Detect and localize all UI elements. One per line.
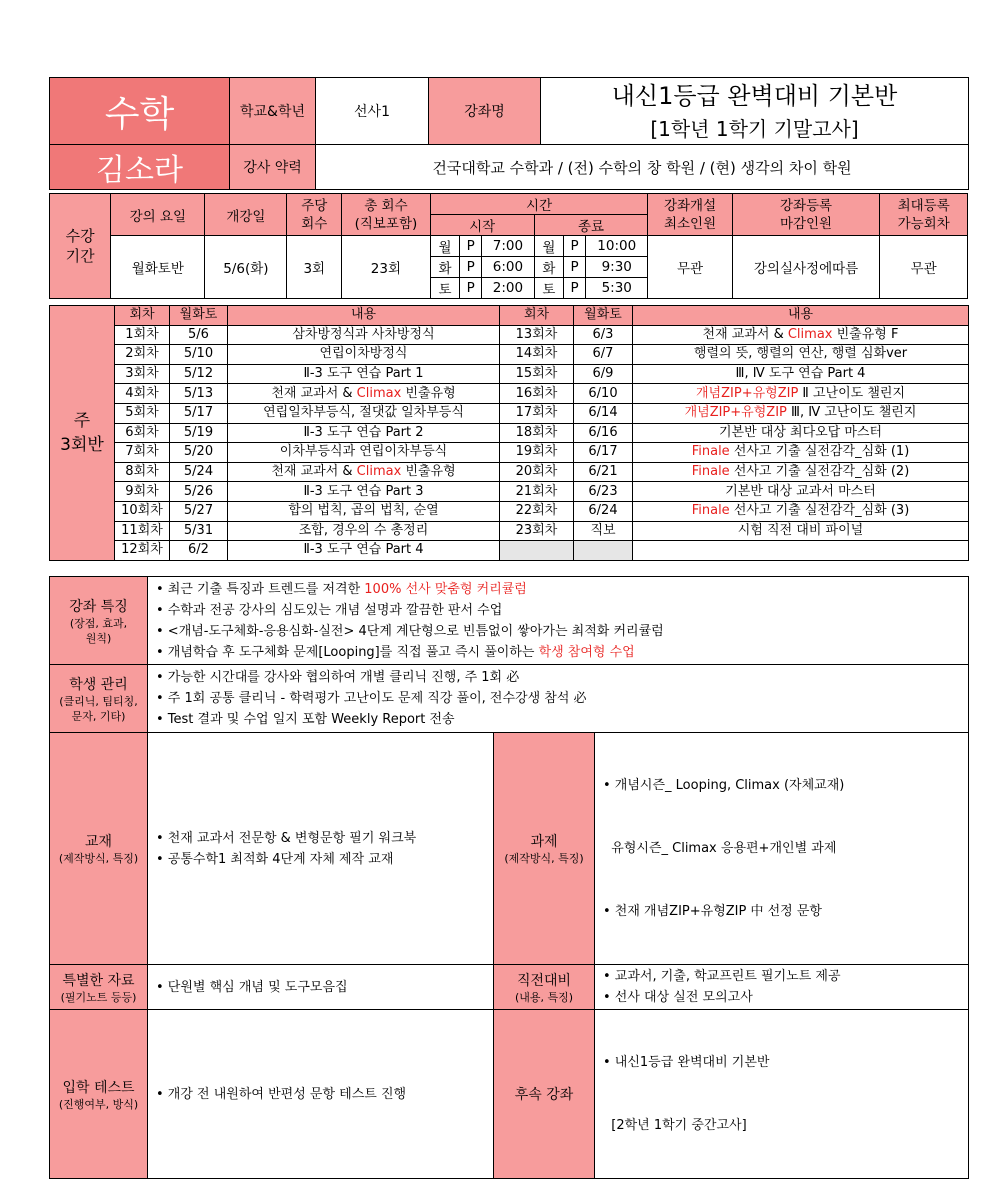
schedule-row xyxy=(50,423,969,443)
next-item: • 내신1등급 완벽대비 기본반 xyxy=(603,1055,770,1070)
feature-label: 강좌 특징 xyxy=(69,598,128,615)
test-label: 입학 테스트 xyxy=(62,1079,135,1096)
course-label: 강좌명 xyxy=(429,78,541,145)
schedule-content: 천재 교과서 & Climax 빈출유형 xyxy=(228,384,500,404)
session-no: 6회차 xyxy=(115,423,170,443)
session-no: 16회차 xyxy=(500,384,574,404)
session-date: 6/24 xyxy=(574,501,633,521)
hw-label: 과제 xyxy=(530,834,558,850)
session-date: 5/12 xyxy=(170,364,228,384)
feature-list xyxy=(148,577,969,665)
feature-item: • <개념-도구체화-응용심화-실전> 4단계 계단형으로 빈틈없이 쌓아가는 최적화 커리큘럼 xyxy=(156,623,664,639)
h-end: 종료 xyxy=(534,215,648,236)
feature-item: • 최근 기출 특징과 트렌드를 저격한 100% 선사 맞춤형 커리큘럼 xyxy=(156,581,527,597)
mgmt-item: • 가능한 시간대를 강사와 협의하여 개별 클리닉 진행, 주 1회 必 xyxy=(156,670,520,685)
session-date: 직보 xyxy=(574,521,633,541)
session-no: 18회차 xyxy=(500,423,574,443)
schedule-row xyxy=(50,443,969,463)
time-end-day: 월 xyxy=(534,236,564,257)
schedule-content: 연립일차부등식, 절댓값 일차부등식 xyxy=(228,403,500,423)
mgmt-item: • 주 1회 공통 클리닉 - 학력평가 고난이도 문제 직강 풀이, 전수강생 참석 必 xyxy=(156,691,587,706)
profile-value: 건국대학교 수학과 / (전) 수학의 창 학원 / (현) 생각의 차이 학원 xyxy=(316,145,969,190)
session-no: 21회차 xyxy=(500,482,574,502)
session-date: 6/14 xyxy=(574,403,633,423)
mgmt-label-cell: 학생 관리 (클리닉, 팀티칭, 문자, 기타) xyxy=(50,665,148,733)
h-content: 내용 xyxy=(633,306,969,326)
weekly-value: 3회 xyxy=(287,236,342,299)
mgmt-label: 학생 관리 xyxy=(69,676,128,693)
schedule-content: 개념ZIP+유형ZIP Ⅱ 고난이도 챌린지 xyxy=(633,384,969,404)
session-no: 22회차 xyxy=(500,501,574,521)
time-start-day: 토 xyxy=(430,278,460,299)
next-label: 후속 강좌 xyxy=(514,1087,574,1103)
time-end: 5:30 xyxy=(586,278,648,299)
min-value: 무관 xyxy=(648,236,732,299)
schedule-row xyxy=(50,403,969,423)
session-no: 12회차 xyxy=(115,541,170,561)
session-no: 13회차 xyxy=(500,325,574,345)
session-date: 6/9 xyxy=(574,364,633,384)
hw-label-cell: 과제 (제작방식, 특징) xyxy=(494,733,595,965)
schedule-content: 이차부등식과 연립이차부등식 xyxy=(228,443,500,463)
schedule-content: 연립이차방정식 xyxy=(228,345,500,365)
schedule-content: 기본반 대상 교과서 마스터 xyxy=(633,482,969,502)
schedule-row xyxy=(50,325,969,345)
schedule-content: Finale 선사고 기출 실전감각_심화 (3) xyxy=(633,501,969,521)
session-no: 15회차 xyxy=(500,364,574,384)
prep-label: 직전대비 xyxy=(516,972,572,989)
info-table xyxy=(49,576,969,1179)
schedule-content: 천재 교과서 & Climax 빈출유형 xyxy=(228,462,500,482)
schedule-row xyxy=(50,384,969,404)
session-date: 6/7 xyxy=(574,345,633,365)
special-label-cell: 특별한 자료 (필기노트 등등) xyxy=(50,965,148,1010)
schedule-content: 합의 법칙, 곱의 법칙, 순열 xyxy=(228,501,500,521)
schedule-content: Ⅱ-3 도구 연습 Part 1 xyxy=(228,364,500,384)
time-end-ampm: P xyxy=(564,236,586,257)
session-date: 6/21 xyxy=(574,462,633,482)
schedule-side-label: 주 3회반 xyxy=(50,306,115,561)
schedule-row xyxy=(50,482,969,502)
special-list xyxy=(148,965,494,1010)
time-end: 9:30 xyxy=(586,257,648,278)
schedule-content: 천재 교과서 & Climax 빈출유형 F xyxy=(633,325,969,345)
session-no: 11회차 xyxy=(115,521,170,541)
prep-label-cell: 직전대비 (내용, 특징) xyxy=(494,965,595,1010)
period-label-line2: 기간 xyxy=(65,247,95,265)
h-days: 강의 요일 xyxy=(111,194,205,236)
h-day: 월화토 xyxy=(574,306,633,326)
session-no: 4회차 xyxy=(115,384,170,404)
session-date: 6/23 xyxy=(574,482,633,502)
schedule-content: 개념ZIP+유형ZIP Ⅲ, Ⅳ 고난이도 챌린지 xyxy=(633,403,969,423)
session-no: 8회차 xyxy=(115,462,170,482)
h-total: 총 회수 (직보포함) xyxy=(342,194,431,236)
session-no: 2회차 xyxy=(115,345,170,365)
next-list xyxy=(595,1010,969,1179)
session-no xyxy=(500,541,574,561)
schedule-content: Finale 선사고 기출 실전감각_심화 (1) xyxy=(633,443,969,463)
feature-item: • 수학과 전공 강사의 심도있는 개념 설명과 깔끔한 판서 수업 xyxy=(156,602,503,618)
special-label: 특별한 자료 xyxy=(62,972,135,989)
period-row-label xyxy=(50,194,111,299)
time-start-ampm: P xyxy=(460,236,482,257)
schedule-content: Ⅱ-3 도구 연습 Part 2 xyxy=(228,423,500,443)
time-start: 6:00 xyxy=(482,257,535,278)
subject-cell xyxy=(50,78,230,145)
course-title-1: 내신1등급 완벽대비 기본반 xyxy=(611,82,898,110)
time-end-ampm: P xyxy=(564,278,586,299)
session-date: 6/2 xyxy=(170,541,228,561)
time-end-day: 토 xyxy=(534,278,564,299)
schedule-content: Ⅱ-3 도구 연습 Part 3 xyxy=(228,482,500,502)
schedule-content: 행렬의 뜻, 행렬의 연산, 행렬 심화ver xyxy=(633,345,969,365)
time-end-day: 화 xyxy=(534,257,564,278)
session-date: 6/10 xyxy=(574,384,633,404)
h-day: 월화토 xyxy=(170,306,228,326)
mgmt-list xyxy=(148,665,969,733)
schedule-content xyxy=(633,541,969,561)
session-no: 3회차 xyxy=(115,364,170,384)
teacher-cell xyxy=(50,145,230,190)
h-no: 회차 xyxy=(115,306,170,326)
hw-item: • 천재 개념ZIP+유형ZIP 中 선정 문항 xyxy=(603,904,822,919)
schedule-content: 기본반 대상 최다오답 마스터 xyxy=(633,423,969,443)
h-weekly: 주당 회수 xyxy=(287,194,342,236)
session-no: 14회차 xyxy=(500,345,574,365)
header-table xyxy=(49,77,969,190)
period-table xyxy=(49,193,968,299)
session-date: 5/17 xyxy=(170,403,228,423)
schedule-row xyxy=(50,462,969,482)
profile-label: 강사 약력 xyxy=(230,145,316,190)
session-no: 17회차 xyxy=(500,403,574,423)
book-label-cell: 교재 (제작방식, 특징) xyxy=(50,733,148,965)
feature-item: • 개념학습 후 도구체화 문제[Looping]를 직접 풀고 즉시 풀이하는 학생 참여형 수업 xyxy=(156,644,635,660)
schedule-row xyxy=(50,541,969,561)
h-time: 시간 xyxy=(430,194,648,215)
session-date: 5/10 xyxy=(170,345,228,365)
test-label-cell: 입학 테스트 (진행여부, 방식) xyxy=(50,1010,148,1179)
session-no: 19회차 xyxy=(500,443,574,463)
session-date: 5/19 xyxy=(170,423,228,443)
book-item: • 천재 교과서 전문항 & 변형문항 필기 워크북 xyxy=(156,830,417,846)
session-date: 6/16 xyxy=(574,423,633,443)
time-end: 10:00 xyxy=(586,236,648,257)
school-value: 선사1 xyxy=(316,78,429,145)
max-value: 무관 xyxy=(880,236,968,299)
test-list xyxy=(148,1010,494,1179)
test-item: • 개강 전 내원하여 반편성 문항 테스트 진행 xyxy=(156,1086,407,1102)
h-max: 최대등록 가능회차 xyxy=(880,194,968,236)
time-start-day: 화 xyxy=(430,257,460,278)
schedule-content: 시험 직전 대비 파이널 xyxy=(633,521,969,541)
session-date: 6/3 xyxy=(574,325,633,345)
session-date: 5/26 xyxy=(170,482,228,502)
h-no: 회차 xyxy=(500,306,574,326)
h-content: 내용 xyxy=(228,306,500,326)
hw-item: • 개념시즌_ Looping, Climax (자체교재) xyxy=(603,778,845,793)
course-title-2: [1학년 1학기 기말고사] xyxy=(650,117,859,141)
session-date: 5/31 xyxy=(170,521,228,541)
session-no: 20회차 xyxy=(500,462,574,482)
schedule-row xyxy=(50,364,969,384)
time-start: 2:00 xyxy=(482,278,535,299)
special-item: • 단원별 핵심 개념 및 도구모음집 xyxy=(156,979,348,995)
schedule-content: Ⅱ-3 도구 연습 Part 4 xyxy=(228,541,500,561)
session-no: 7회차 xyxy=(115,443,170,463)
school-label: 학교&학년 xyxy=(230,78,316,145)
time-start: 7:00 xyxy=(482,236,535,257)
prep-item: • 교과서, 기출, 학교프린트 필기노트 제공 xyxy=(603,969,841,984)
schedule-content: 삼차방정식과 사차방정식 xyxy=(228,325,500,345)
close-value: 강의실사정에따름 xyxy=(732,236,880,299)
teacher-name: 김소라 xyxy=(96,153,183,188)
h-start-date: 개강일 xyxy=(205,194,287,236)
hw-list xyxy=(595,733,969,965)
book-label: 교재 xyxy=(84,834,113,850)
start-date-value: 5/6(화) xyxy=(205,236,287,299)
session-date: 5/24 xyxy=(170,462,228,482)
schedule-table xyxy=(49,305,969,561)
h-min: 강좌개설 최소인원 xyxy=(648,194,732,236)
time-start-ampm: P xyxy=(460,257,482,278)
session-no: 23회차 xyxy=(500,521,574,541)
book-list xyxy=(148,733,494,965)
schedule-row xyxy=(50,501,969,521)
days-value: 월화토반 xyxy=(111,236,205,299)
session-date xyxy=(574,541,633,561)
subject: 수학 xyxy=(104,93,175,135)
schedule-content: 조합, 경우의 수 총정리 xyxy=(228,521,500,541)
hw-item: 유형시즌_ Climax 응용편+개인별 과제 xyxy=(603,841,837,856)
session-no: 1회차 xyxy=(115,325,170,345)
session-no: 10회차 xyxy=(115,501,170,521)
total-value: 23회 xyxy=(342,236,431,299)
schedule-content: Ⅲ, Ⅳ 도구 연습 Part 4 xyxy=(633,364,969,384)
book-item: • 공통수학1 최적화 4단계 자체 제작 교재 xyxy=(156,851,394,867)
prep-item: • 선사 대상 실전 모의고사 xyxy=(603,990,753,1005)
session-no: 9회차 xyxy=(115,482,170,502)
session-date: 5/6 xyxy=(170,325,228,345)
schedule-row xyxy=(50,521,969,541)
feature-label-cell: 강좌 특징 (장점, 효과, 원칙) xyxy=(50,577,148,665)
next-label-cell xyxy=(494,1010,595,1179)
h-close: 강좌등록 마감인원 xyxy=(732,194,880,236)
time-start-ampm: P xyxy=(460,278,482,299)
mgmt-item: • Test 결과 및 수업 일지 포함 Weekly Report 전송 xyxy=(156,712,455,727)
next-item: [2학년 1학기 중간고사] xyxy=(603,1118,747,1133)
session-date: 6/17 xyxy=(574,443,633,463)
session-date: 5/13 xyxy=(170,384,228,404)
time-end-ampm: P xyxy=(564,257,586,278)
schedule-content: Finale 선사고 기출 실전감각_심화 (2) xyxy=(633,462,969,482)
session-no: 5회차 xyxy=(115,403,170,423)
h-start: 시작 xyxy=(430,215,534,236)
time-start-day: 월 xyxy=(430,236,460,257)
session-date: 5/27 xyxy=(170,501,228,521)
course-title-cell xyxy=(541,78,969,145)
prep-list xyxy=(595,965,969,1010)
session-date: 5/20 xyxy=(170,443,228,463)
schedule-row xyxy=(50,345,969,365)
period-label-line1: 수강 xyxy=(65,227,95,245)
